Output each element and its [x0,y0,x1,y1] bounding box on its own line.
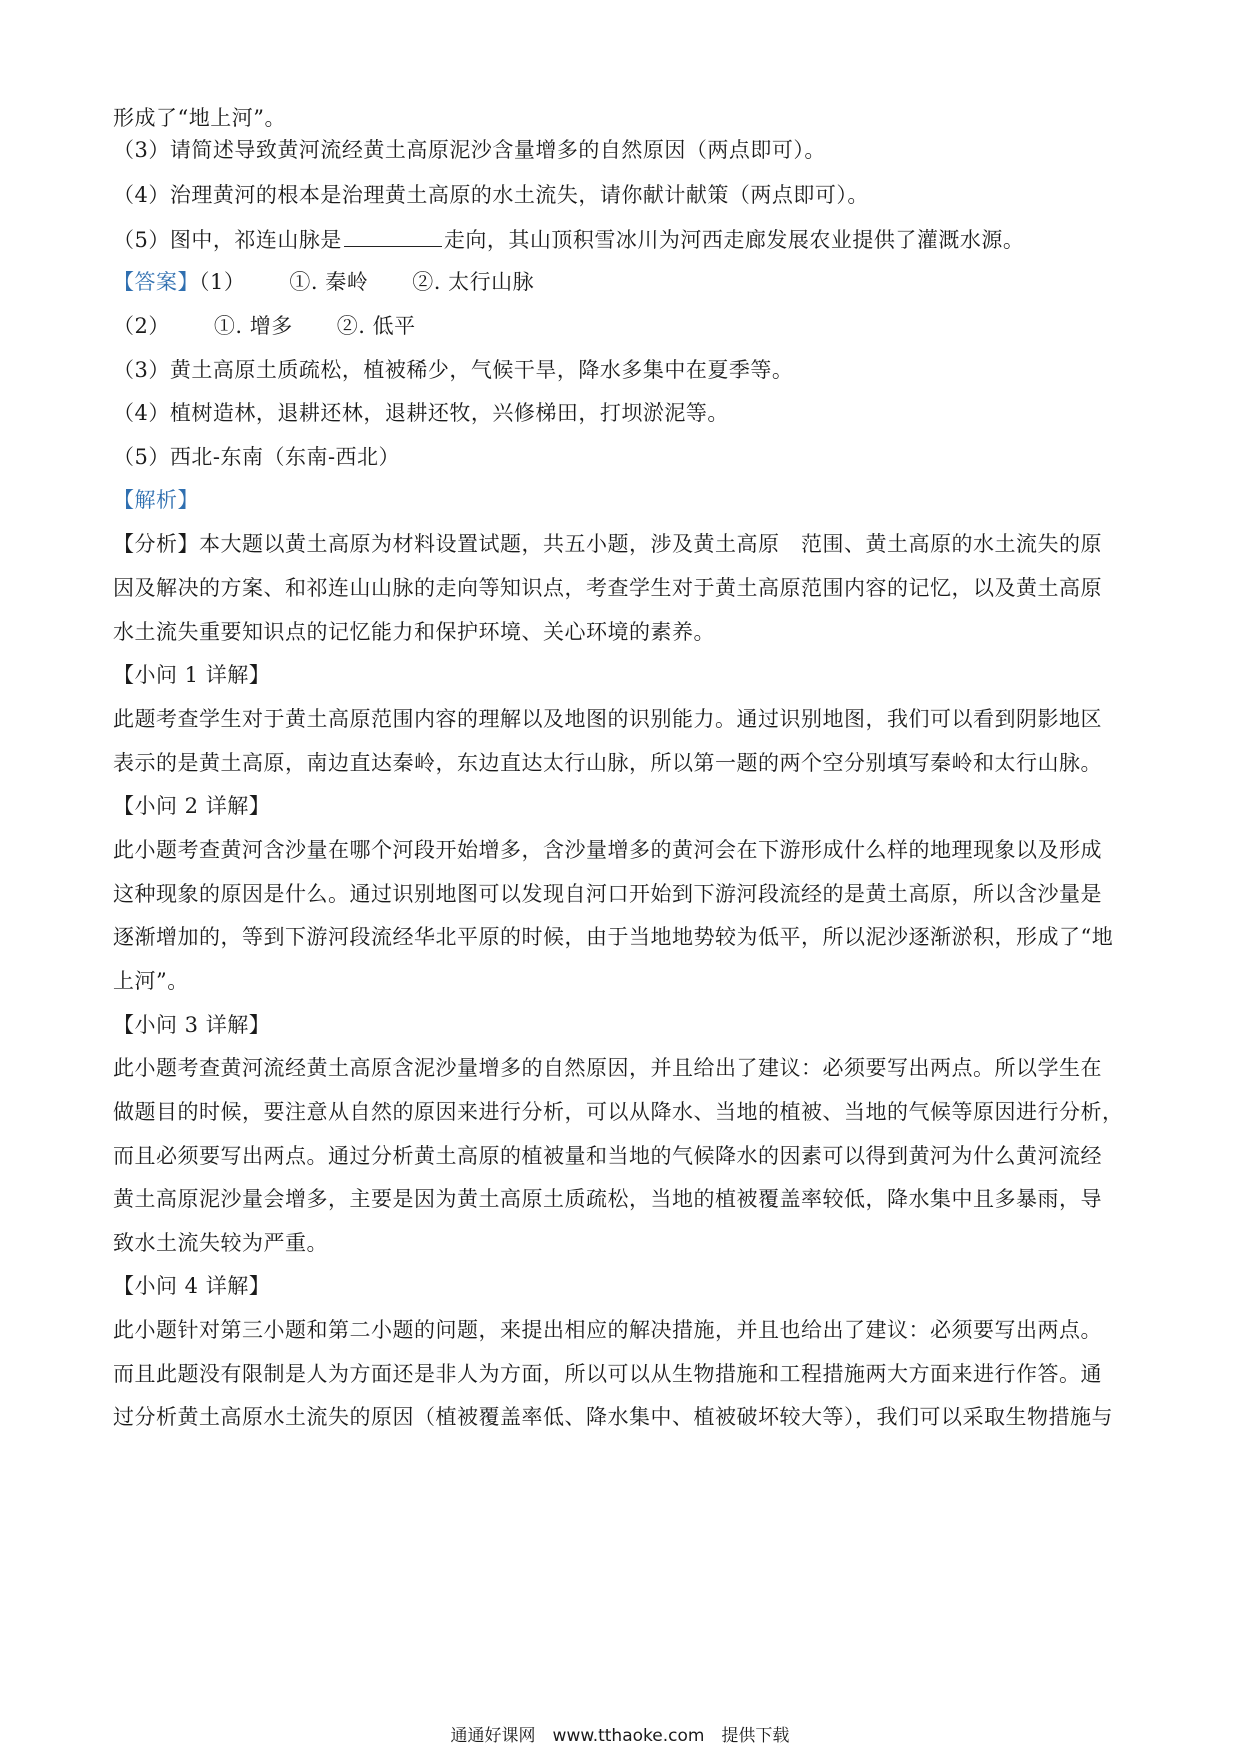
answer-1-option-2: ②. 太行山脉 [412,270,535,294]
section-2-line: 此小题考查黄河含沙量在哪个河段开始增多，含沙量增多的黄河会在下游形成什么样的地理现象以及形成 [113,838,1102,862]
fenxi-line: 因及解决的方案、和祁连山山脉的走向等知识点，考查学生对于黄土高原范围内容的记忆，以及黄土高原 [113,576,1102,600]
section-4-line: 而且此题没有限制是人为方面还是非人为方面，所以可以从生物措施和工程措施两大方面来进行作答。通 [113,1362,1102,1386]
section-4-line: 此小题针对第三小题和第二小题的问题，来提出相应的解决措施，并且也给出了建议：必须要写出两点。 [113,1318,1102,1342]
answer-2-number: （2） [113,314,170,338]
section-2-line: 上河”。 [113,969,189,993]
answer-2-option-2: ②. 低平 [336,314,416,338]
question-tail: 形成了“地上河”。 [113,106,286,130]
section-4-line: 过分析黄土高原水土流失的原因（植被覆盖率低、降水集中、植被破坏较大等），我们可以采取生物措施与 [113,1405,1113,1429]
answer-3: （3）黄土高原土质疏松，植被稀少，气候干旱，降水多集中在夏季等。 [113,358,794,382]
answer-2-option-1: ①. 增多 [213,314,293,338]
section-3-line: 此小题考查黄河流经黄土高原含泥沙量增多的自然原因，并且给出了建议：必须要写出两点。所以学生在 [113,1056,1102,1080]
fenxi-line: 【分析】本大题以黄土高原为材料设置试题，共五小题，涉及黄土高原 范围、黄土高原的水土流失的原 [113,532,1102,556]
answer-4: （4）植树造林，退耕还林，退耕还牧，兴修梯田，打坝淤泥等。 [113,401,729,425]
answer-1-option-1: ①. 秦岭 [289,270,369,294]
section-3-title: 【小问 3 详解】 [113,1013,271,1037]
section-1-title: 【小问 1 详解】 [113,663,271,687]
section-1-line: 表示的是黄土高原，南边直达秦岭，东边直达太行山脉，所以第一题的两个空分别填写秦岭和太行山脉。 [113,751,1102,775]
question-5-suffix: 走向，其山顶积雪冰川为河西走廊发展农业提供了灌溉水源。 [443,228,1025,252]
question-5-prefix: （5）图中，祁连山脉是 [113,228,342,252]
answer-1-number: （1） [199,270,246,294]
section-2-line: 逐渐增加的，等到下游河段流经华北平原的时候，由于当地地势较为低平，所以泥沙逐渐淤积，形成了“地 [113,925,1114,949]
page-footer: 通通好课网 www.tthaoke.com 提供下载 [450,1726,790,1746]
question-4: （4）治理黄河的根本是治理黄土高原的水土流失，请你献计献策（两点即可）。 [113,183,869,207]
section-2-line: 这种现象的原因是什么。通过识别地图可以发现自河口开始到下游河段流经的是黄土高原，所以含沙量是 [113,882,1102,906]
answer-5: （5）西北-东南（东南-西北） [113,445,401,469]
section-3-line: 致水土流失较为严重。 [113,1231,328,1255]
section-4-title: 【小问 4 详解】 [113,1274,271,1298]
answer-1 [113,267,1133,297]
question-3: （3）请简述导致黄河流经黄土高原泥沙含量增多的自然原因（两点即可）。 [113,138,826,162]
section-3-line: 黄土高原泥沙量会增多，主要是因为黄土高原土质疏松，当地的植被覆盖率较低，降水集中且多暴雨，导 [113,1187,1102,1211]
question-5 [113,225,1133,255]
fenxi-line: 水土流失重要知识点的记忆能力和保护环境、关心环境的素养。 [113,620,715,644]
answer-2 [113,311,1133,341]
section-2-title: 【小问 2 详解】 [113,794,271,818]
analysis-label: 【解析】 [113,488,199,512]
answer-label: 【答案】 [113,270,199,294]
fill-blank [344,226,442,247]
section-3-line: 做题目的时候，要注意从自然的原因来进行分析，可以从降水、当地的植被、当地的气候等原因进行分析， [113,1100,1124,1124]
section-3-line: 而且必须要写出两点。通过分析黄土高原的植被量和当地的气候降水的因素可以得到黄河为什么黄河流经 [113,1144,1102,1168]
section-1-line: 此题考查学生对于黄土高原范围内容的理解以及地图的识别能力。通过识别地图，我们可以看到阴影地区 [113,707,1102,731]
